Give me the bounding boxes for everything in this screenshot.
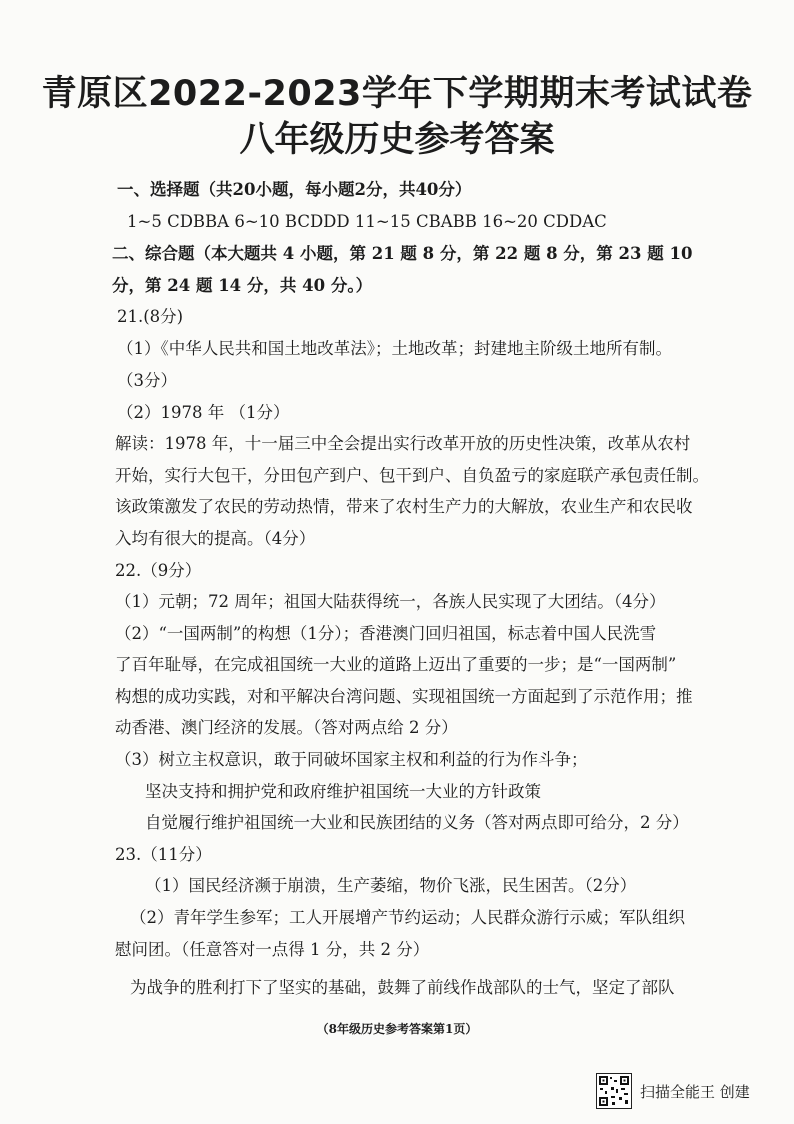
answer-line: 慰问团。（任意答对一点得 1 分，共 2 分） [115, 940, 430, 959]
answer-line: 构想的成功实践，对和平解决台湾问题、实现祖国统一方面起到了示范作用；推 [115, 687, 693, 706]
answer-line: 22.（9分） [115, 561, 202, 580]
title-line-1: 青原区2022-2023学年下学期期末考试试卷 [41, 74, 753, 114]
answer-line: 动香港、澳门经济的发展。（答对两点给 2 分） [115, 718, 458, 737]
answer-line: 为战争的胜利打下了坚实的基础，鼓舞了前线作战部队的士气，坚定了部队 [130, 978, 675, 997]
answer-line: （2）“一国两制”的构想（1分）；香港澳门回归祖国，标志着中国人民洗雪 [115, 624, 657, 643]
answer-line: 21.(8分) [117, 307, 184, 326]
answer-line: 解读：1978 年，十一届三中全会提出实行改革开放的历史性决策，改革从农村 [115, 434, 691, 453]
answer-line: （3分） [117, 371, 177, 390]
answer-line: 开始，实行大包干，分田包产到户、包干到户、自负盈亏的家庭联产承包责任制。 [115, 466, 709, 485]
answer-line: （1）国民经济濒于崩溃，生产萎缩，物价飞涨，民生困苦。（2分） [145, 876, 637, 895]
qr-code-icon [596, 1073, 632, 1109]
answer-line: （1）元朝；72 周年；祖国大陆获得统一，各族人民实现了大团结。（4分） [115, 592, 666, 611]
answer-line: 坚决支持和拥护党和政府维护祖国统一大业的方针政策 [145, 782, 541, 801]
answer-line: （1）《中华人民共和国土地改革法》；土地改革；封建地主阶级土地所有制。 [117, 339, 672, 358]
answer-line: 该政策激发了农民的劳动热情，带来了农村生产力的大解放，农业生产和农民收 [115, 497, 693, 516]
title-line-2: 八年级历史参考答案 [239, 120, 555, 160]
answer-line: （3）树立主权意识，敢于同破坏国家主权和利益的行为作斗争； [115, 750, 588, 769]
answer-line: 自觉履行维护祖国统一大业和民族团结的义务（答对两点即可给分，2 分） [145, 813, 689, 832]
answer-line: 分，第 24 题 14 分，共 40 分。） [112, 276, 373, 295]
answer-line: 了百年耻辱，在完成祖国统一大业的道路上迈出了重要的一步；是“一国两制” [115, 655, 677, 674]
answer-line: （2）青年学生参军；工人开展增产节约运动；人民群众游行示威；军队组织 [130, 908, 685, 927]
answer-line: 二、综合题（本大题共 4 小题，第 21 题 8 分，第 22 题 8 分，第 23 题 10 [112, 244, 693, 263]
answer-line: 1~5 CDBBA 6~10 BCDDD 11~15 CBABB 16~20 CDDAC [127, 212, 607, 231]
page-footer: （8年级历史参考答案第1页） [316, 1022, 478, 1036]
answer-line: 入均有很大的提高。（4分） [115, 529, 316, 548]
answer-line: 一、选择题（共20小题，每小题2分，共40分） [117, 180, 472, 199]
scanner-watermark-label: 扫描全能王 创建 [640, 1083, 750, 1101]
answer-line: 23.（11分） [115, 845, 212, 864]
answer-line: （2）1978 年 （1分） [117, 403, 290, 422]
